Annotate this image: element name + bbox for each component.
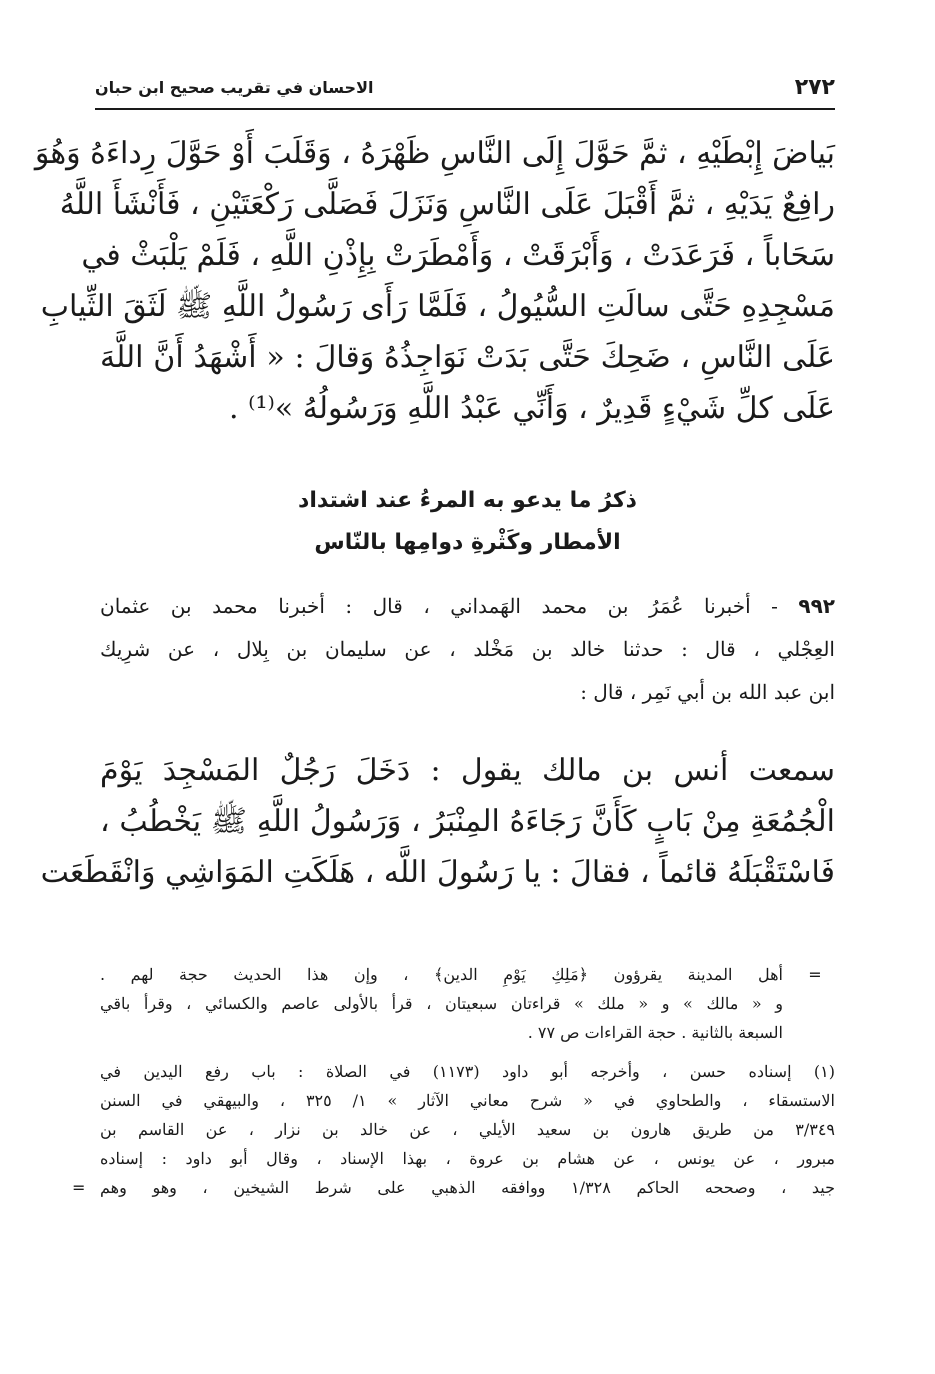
book-title: الاحسان في تقريب صحيح ابن حبان — [95, 77, 374, 97]
isnad-line: العِجْلي ، قال : حدثنا خالد بن مَخْلد ، عن سليمان بن بِلال ، عن شرِيك — [100, 637, 835, 661]
header-rule — [95, 108, 835, 110]
footnote-line: أهل المدينة يقرؤون ﴿مَلِكِ يَوْمِ الدين﴾ ، وإن هذا الحديث حجة لهم . — [100, 965, 783, 984]
hadith-992-isnad — [100, 585, 835, 714]
text-line: عَلَى كلِّ شَيْءٍ قَدِيرٌ ، وَأَنِّي عَبْدُ اللَّهِ وَرَسُولُهُ »⁽¹⁾ . — [229, 391, 835, 426]
chapter-heading-line: الأمطار وكَثْرةِ دوامِها بالنّاس — [314, 530, 621, 555]
text-line: بَياضَ إِبْطَيْهِ ، ثمَّ حَوَّلَ إِلَى النَّاسِ ظَهْرَهُ ، وَقَلَبَ أَوْ حَوَّلَ رِداءَهُ وَهُوَ — [34, 136, 835, 171]
footnotes — [72, 960, 835, 1202]
chapter-heading — [100, 480, 835, 564]
footnote-line: جيد ، وصححه الحاكم ١/٣٢٨ ووافقه الذهبي على شرط الشيخين ، وهو وهم — [100, 1178, 835, 1197]
hadith-992-matn — [40, 745, 835, 898]
footnote-line: ٣/٣٤٩ من طريق هارون بن سعيد الأيلي ، عن خالد بن نزار ، عن القاسم بن — [100, 1120, 835, 1139]
footnote-line: مبرور ، عن يونس ، عن هشام بن عروة ، بهذا الإسناد ، وقال أبو داود : إسناده — [100, 1149, 835, 1168]
text-line: رافِعٌ يَدَيْهِ ، ثمَّ أَقْبَلَ عَلَى النَّاسِ وَنَزَلَ فَصَلَّى رَكْعَتَيْنِ ، فَأَنْشَأَ اللَّهُ — [59, 187, 835, 222]
isnad-text: - أخبرنا عُمَرُ بن محمد الهَمداني ، قال : أخبرنا محمد بن عثمان — [100, 594, 778, 618]
text-line: الْجُمُعَةِ مِنْ بَابٍ كَأَنَّ رَجَاءَهُ المِنْبَرُ ، وَرَسُولُ اللَّهِ ﷺ يَخْطُبُ ، — [100, 804, 835, 839]
isnad-line — [100, 585, 835, 628]
text-line: سَحَاباً ، فَرَعَدَتْ ، وَأَبْرَقَتْ ، وَأَمْطَرَتْ بِإِذْنِ اللَّهِ ، فَلَمْ يَلْبَثْ في — [81, 238, 835, 273]
continuation-marker: = — [808, 965, 822, 984]
running-header — [95, 68, 835, 106]
chapter-heading-line: ذكرُ ما يدعو به المرءُ عند اشتداد — [298, 488, 637, 513]
text-line: عَلَى النَّاسِ ، ضَحِكَ حَتَّى بَدَتْ نَوَاجِذُهُ وَقالَ : « أَشْهَدُ أَنَّ اللَّهَ — [100, 340, 835, 375]
footnote-line: الاستسقاء ، والطحاوي في « شرح معاني الآثار » ١/ ٣٢٥ ، والبيهقي في السنن — [100, 1091, 835, 1110]
page-number: ٢٧٢ — [794, 74, 835, 100]
isnad-line: ابن عبد الله بن أبي نَمِر ، قال : — [580, 680, 835, 704]
hadith-number: ٩٩٢ — [798, 594, 835, 618]
footnote-continued — [100, 960, 835, 1047]
footnote-1 — [72, 1057, 835, 1202]
continuation-marker: = — [72, 1178, 86, 1197]
hadith-991-text — [34, 128, 835, 434]
footnote-line: و « مالك » و « ملك » قراءتان سبعيتان ، قرأ بالأولى عاصم والكسائي ، وقرأ باقي — [100, 994, 783, 1013]
text-line: سمعت أنس بن مالك يقول : دَخَلَ رَجُلٌ المَسْجِدَ يَوْمَ — [100, 753, 835, 788]
text-line: فَاسْتَقْبَلَهُ قائماً ، فقالَ : يا رَسُولَ اللَّه ، هَلَكَتِ المَوَاشِي وَانْقَطَعَت — [40, 855, 835, 890]
footnote-line: السبعة بالثانية . حجة القراءات ص ٧٧ . — [527, 1023, 783, 1042]
footnote-line: (١) إسناده حسن ، وأخرجه أبو داود (١١٧٣) في الصلاة : باب رفع اليدين في — [100, 1062, 835, 1081]
text-line: مَسْجِدِهِ حَتَّى سالَتِ السُّيُولُ ، فَلَمَّا رَأَى رَسُولُ اللَّهِ ﷺ لَثَقَ الثِّيابِ — [40, 289, 835, 324]
